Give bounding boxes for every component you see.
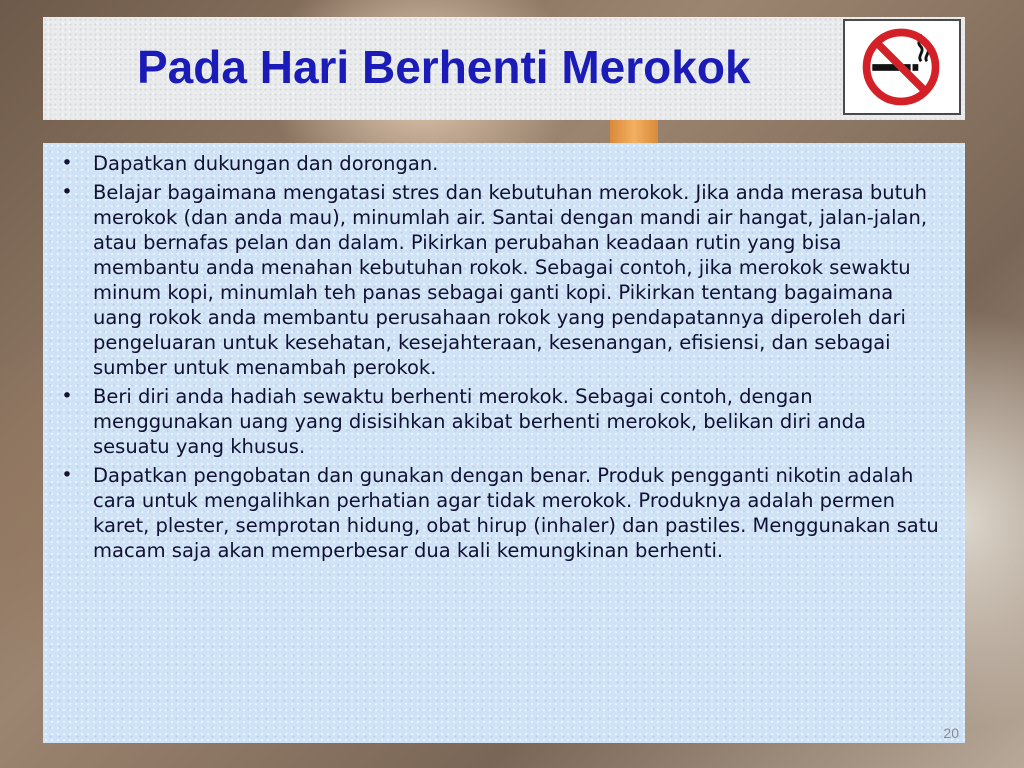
page-number: 20 [943,725,959,741]
bullet-item [57,463,947,563]
title-bar [43,17,965,120]
bullet-text: Dapatkan dukungan dan dorongan. [93,152,439,175]
bullet-item [57,180,947,380]
bullet-item [57,151,947,176]
bullet-icon: • [61,464,73,486]
bullet-text: Dapatkan pengobatan dan gunakan dengan benar. Produk pengganti nikotin adalah cara untuk mengalihkan perhatian agar tidak merokok. Produknya adalah permen karet, plester, semprotan hidung, obat hirup (inhaler) dan pastiles. Menggunakan satu macam saja akan memperbesar dua kali kemungkinan berhenti. [93,464,939,562]
bullet-icon: • [61,152,73,174]
bullet-icon: • [61,385,73,407]
content-box [43,143,965,743]
bullet-icon: • [61,181,73,203]
no-smoking-icon [843,19,961,115]
slide-title: Pada Hari Berhenti Merokok [137,41,751,93]
bullet-text: Belajar bagaimana mengatasi stres dan kebutuhan merokok. Jika anda merasa butuh merokok (dan anda mau), minumlah air. Santai dengan mandi air hangat, jalan-jalan, atau bernafas pelan dan dalam. Pikirkan perubahan keadaan rutin yang bisa membantu anda menahan kebutuhan rokok. Sebagai contoh, jika merokok sewaktu minum kopi, minumlah teh panas sebagai ganti kopi. Pikirkan tentang bagaimana uang rokok anda membantu perusahaan rokok yang pendapatannya diperoleh dari pengeluaran untuk kesehatan, kesejahteraan, kesenangan, efisiensi, dan sebagai sumber untuk menambah perokok. [93,181,928,379]
bullet-list [43,143,965,563]
bullet-text: Beri diri anda hadiah sewaktu berhenti merokok. Sebagai contoh, dengan menggunakan uang yang disisihkan akibat berhenti merokok, belikan diri anda sesuatu yang khusus. [93,385,866,458]
bullet-item [57,384,947,459]
